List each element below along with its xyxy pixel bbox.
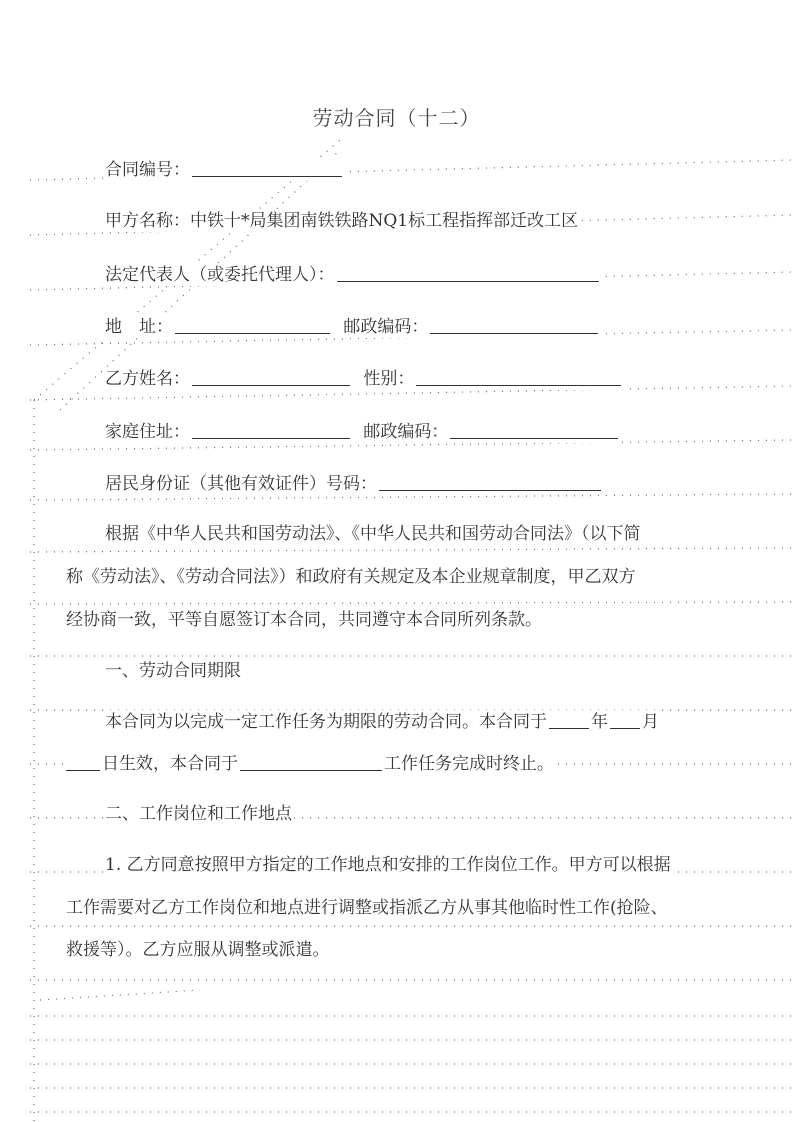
start-month-blank	[610, 710, 640, 729]
postal-code-label: 邮政编码：	[343, 317, 429, 337]
postal-code-blank-2	[450, 420, 618, 439]
year-label: 年	[591, 712, 608, 732]
party-a-name: 甲方名称：中铁十*局集团南铁铁路NQ1标工程指挥部迁改工区	[105, 211, 579, 231]
section-1-line-1	[105, 710, 659, 733]
contract-number-blank	[192, 158, 342, 177]
contract-number-label: 合同编号：	[105, 160, 190, 180]
legal-rep-row	[105, 263, 601, 286]
section-1-line-2-text: 日生效，本合同于	[102, 754, 238, 774]
preamble-line-2: 称《劳动法》、《劳动合同法》）和政府有关规定及本企业规章制度，甲乙双方	[66, 567, 636, 587]
postal-code-label-2: 邮政编码：	[363, 422, 449, 442]
page-title: 劳动合同（十二）	[312, 106, 481, 130]
section-2-para-1-line-1: 1. 乙方同意按照甲方指定的工作地点和安排的工作岗位工作。甲方可以根据	[105, 855, 671, 875]
task-blank	[240, 752, 382, 771]
legal-rep-label: 法定代表人（或委托代理人）：	[105, 265, 335, 285]
gender-blank	[416, 367, 621, 386]
gender-label: 性别：	[363, 369, 415, 389]
postal-code-blank	[430, 315, 598, 334]
legal-rep-blank	[337, 263, 599, 282]
contract-number-row	[105, 158, 344, 181]
party-b-name-blank	[192, 367, 350, 386]
month-label: 月	[642, 712, 659, 732]
preamble-line-1: 根据《中华人民共和国劳动法》、《中华人民共和国劳动合同法》（以下简	[105, 524, 641, 544]
section-2-para-1-line-3: 救援等）。乙方应服从调整或派遣。	[66, 940, 330, 960]
home-address-label: 家庭住址：	[105, 422, 190, 442]
address-row	[105, 315, 600, 338]
section-2-para-1-line-2: 工作需要对乙方工作岗位和地点进行调整或指派乙方从事其他临时性工作(抢险、	[66, 898, 668, 918]
section-1-line-1-text: 本合同为以完成一定工作任务为期限的劳动合同。本合同于	[105, 712, 547, 732]
address-label: 地 址：	[105, 317, 173, 337]
id-row	[105, 472, 603, 495]
party-b-name-label: 乙方姓名：	[105, 369, 190, 389]
preamble-line-3: 经协商一致，平等自愿签订本合同，共同遵守本合同所列条款。	[66, 610, 542, 630]
start-day-blank	[66, 752, 100, 771]
id-label: 居民身份证（其他有效证件）号码：	[105, 474, 377, 494]
id-blank	[379, 472, 601, 491]
section-1-line-2-end: 工作任务完成时终止。	[384, 754, 554, 774]
home-address-row	[105, 420, 620, 443]
section-1-line-2	[66, 752, 554, 775]
home-address-blank	[192, 420, 350, 439]
party-b-row	[105, 367, 623, 390]
start-year-blank	[549, 710, 589, 729]
address-blank	[175, 315, 330, 334]
section-2-heading: 二、工作岗位和工作地点	[105, 804, 292, 824]
section-1-heading: 一、劳动合同期限	[105, 661, 241, 681]
